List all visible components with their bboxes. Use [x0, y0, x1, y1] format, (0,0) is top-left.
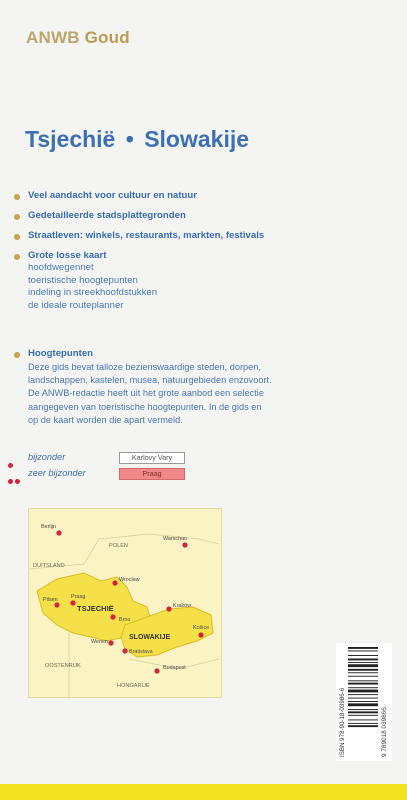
barcode-bar: [348, 698, 378, 699]
title-right: Slowakije: [144, 126, 250, 152]
feature-sub: toeristische hoogtepunten: [28, 274, 138, 286]
hoogtepunten-line: op de kaart worden die apart vermeld.: [28, 414, 183, 425]
barcode-bar: [348, 683, 378, 685]
city-label: Pilsen: [43, 597, 58, 603]
feature-label: Straatleven: winkels, restaurants, markten, festivals: [28, 230, 265, 241]
city-label: Wroclaw: [119, 577, 140, 583]
barcode-bar: [348, 715, 378, 716]
region-label: OOSTENRIJK: [45, 663, 81, 669]
city-dot: [122, 648, 127, 653]
city-dot: [108, 640, 113, 645]
barcode-bar: [348, 703, 378, 706]
city-label: Wenen: [91, 639, 108, 645]
barcode-bar: [348, 664, 378, 667]
city-label: Budapest: [163, 665, 186, 671]
city-dot: [166, 606, 171, 611]
city-label: Berlijn: [41, 524, 56, 530]
barcode-number: 9 789018 039866: [381, 707, 388, 757]
region-label: TSJECHIË: [77, 604, 114, 613]
barcode-isbn: ISBN 978-90-18-03986-6: [339, 687, 346, 757]
barcode-bar: [348, 709, 378, 710]
region-label: DUITSLAND: [33, 563, 65, 569]
barcode-bar: [348, 711, 378, 713]
city-dot: [110, 614, 115, 619]
region-label: POLEN: [109, 543, 128, 549]
barcode-bar: [348, 680, 378, 681]
map-svg: [29, 509, 221, 697]
barcode-bar: [348, 725, 378, 727]
bullet-icon: [14, 194, 20, 200]
hoogtepunten-line: Deze gids bevat talloze bezienswaardige steden, dorpen,: [28, 362, 261, 372]
city-label: Warschau: [163, 536, 188, 542]
feature-item: [14, 190, 394, 202]
bullet-icon: [14, 234, 20, 240]
legend-label: bijzonder: [28, 452, 66, 462]
hoogtepunten-line: landschappen, kastelen, musea, natuurgebieden enzovoort.: [28, 375, 272, 386]
double-red-dot-icon: [8, 471, 22, 489]
feature-sub: de ideale routeplanner: [28, 299, 124, 311]
feature-item: [14, 348, 394, 360]
barcode-bar: [348, 676, 378, 677]
brand-name: ANWB: [26, 28, 80, 47]
city-label: Bratislava: [129, 649, 153, 655]
city-dot: [182, 542, 187, 547]
barcode-bar: [348, 694, 378, 695]
hoogtepunten-line: aangegeven van toeristische hoogtepunten. In de gids en: [28, 401, 262, 412]
brand-logo: [26, 28, 130, 48]
city-dot: [56, 530, 61, 535]
city-dot: [54, 602, 59, 607]
city-label: Praag: [71, 594, 86, 600]
city-label: Kraków: [173, 603, 191, 609]
barcode: [336, 643, 392, 761]
feature-label: Grote losse kaart: [28, 250, 107, 261]
feature-label: Gedetailleerde stadsplattegronden: [28, 210, 186, 221]
page-title: [25, 126, 249, 153]
barcode-bar: [348, 672, 378, 673]
barcode-svg: [336, 643, 392, 761]
barcode-bar: [348, 687, 378, 688]
title-separator: •: [125, 126, 134, 152]
feature-item: [14, 210, 394, 222]
barcode-bar: [348, 647, 378, 649]
barcode-bar: [348, 659, 378, 661]
barcode-bar: [348, 690, 378, 693]
city-dot: [70, 600, 75, 605]
legend-row-zeer: [8, 468, 208, 482]
region-label: HONGARIJE: [117, 683, 150, 689]
feature-sub: indeling in streekhoofdstukken: [28, 287, 158, 299]
feature-item: [14, 250, 394, 312]
legend-row-bijzonder: [8, 452, 208, 466]
feature-sub: hoofdwegennet: [28, 262, 94, 273]
barcode-bar: [348, 669, 378, 671]
bullet-icon: [14, 352, 20, 358]
hoogtepunten-section: [14, 348, 394, 427]
city-dot: [154, 668, 159, 673]
feature-item: [14, 230, 394, 242]
barcode-bar: [348, 655, 378, 656]
barcode-bar: [348, 662, 378, 663]
legend-label: zeer bijzonder: [28, 468, 86, 478]
city-dot: [198, 632, 203, 637]
barcode-bar: [348, 719, 378, 720]
city-dot: [112, 580, 117, 585]
hoogtepunten-line: De ANWB-redactie heeft uit het grote aanbod een selectie: [28, 388, 264, 399]
barcode-bar: [348, 650, 378, 651]
legend: [8, 452, 208, 484]
feature-list: [14, 190, 394, 320]
bottom-yellow-bar: [0, 784, 407, 800]
barcode-bar: [348, 701, 378, 702]
feature-label: Veel aandacht voor cultuur en natuur: [28, 190, 197, 201]
overview-map: [28, 508, 222, 698]
region-label: SLOWAKIJE: [129, 634, 171, 641]
hoogtepunten-heading: Hoogtepunten: [28, 348, 94, 359]
title-left: Tsjechië: [25, 126, 116, 152]
legend-example-box: Karlovy Vary: [119, 452, 185, 464]
bullet-icon: [14, 254, 20, 260]
city-label: Košice: [193, 625, 210, 631]
bullet-icon: [14, 214, 20, 220]
hoogtepunten-text: [14, 361, 394, 427]
city-label: Brno: [119, 617, 131, 623]
barcode-bar: [348, 723, 378, 724]
brand-sub: Goud: [84, 28, 130, 47]
legend-example-box: Praag: [119, 468, 185, 480]
